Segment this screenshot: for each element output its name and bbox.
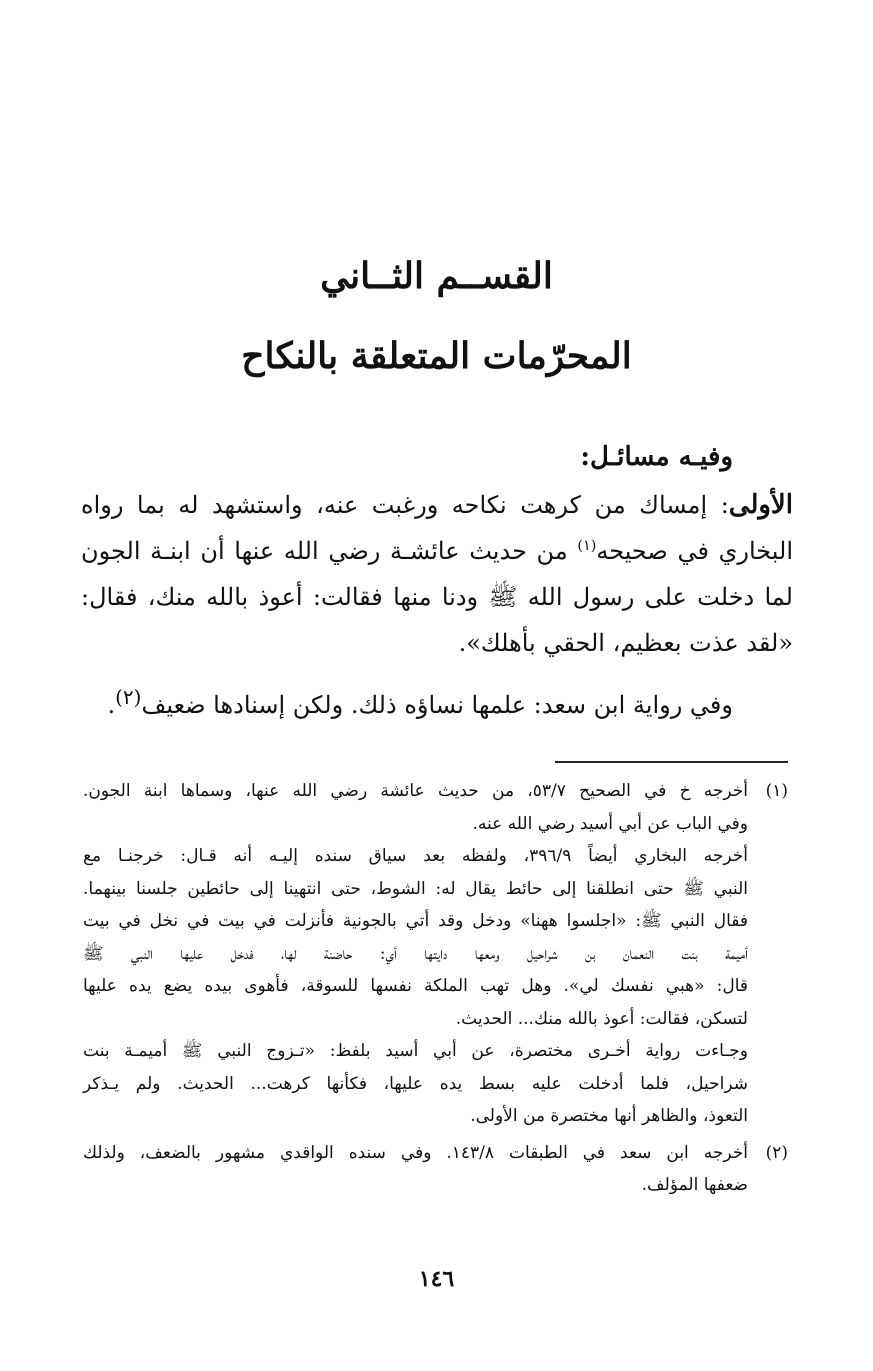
main-line-2: رواه البخاري في صحيحه bbox=[81, 491, 793, 565]
footnote-1 bbox=[83, 775, 788, 1133]
footnote-1-number: (١) bbox=[765, 781, 788, 801]
footnote-ref-2[interactable]: (٢) bbox=[115, 685, 142, 709]
main-line-2b: من حديث عائشـة رضي الله عنها أن ابنـة bbox=[150, 537, 578, 565]
first-issue-lead: الأولى bbox=[728, 490, 793, 520]
page-number: ١٤٦ bbox=[418, 1266, 455, 1292]
main-line-4: فقال: «لقد عذت بعظيم، الحقي بأهلك». bbox=[81, 583, 793, 657]
footnote-1-line: النبي ﷺ حتى انطلقنا إلى حائط يقال له: الشوط، حتى انتهينا إلى حائطين جلسنا بينهما. bbox=[83, 878, 748, 899]
footnote-1-line: أخرجه خ في الصحيح ٥٣/٧، من حديث عائشة رضي الله عنها، وسماها ابنة الجون. bbox=[83, 781, 749, 801]
footnote-2-number: (٢) bbox=[765, 1142, 788, 1163]
footnote-1-line: شراحيل، فلما أدخلت عليه بسط يده عليها، فكأنها كرهت... الحديث. ولم يـذكر bbox=[83, 1073, 748, 1094]
footnote-1-line: فقال النبي ﷺ: «اجلسوا ههنا» ودخل وقد أتي بالجونية فأنزلت في بيت في نخل في بيت bbox=[83, 911, 748, 931]
main-line-1: : إمساك من كرهت نكاحه ورغبت عنه، واستشهد له بما bbox=[136, 491, 729, 519]
footnote-1-line: أميمة بنت النعمان بن شراحيل ومعها دايتها أي: حاضنة لها، فدخل عليها النبي ﷺ bbox=[83, 943, 748, 964]
second-paragraph bbox=[81, 674, 733, 728]
footnote-1-line: قال: «هبي نفسك لي». وهل تهب الملكة نفسها للسوقة، فأهوى بيده يضع يده عليها bbox=[83, 976, 748, 996]
main-line-3: الجون لما دخلت على رسول الله ﷺ ودنا منها فقالت: أعوذ بالله منك، bbox=[81, 537, 793, 611]
footnote-1-line: لتسكن، فقالت: أعوذ بالله منك... الحديث. bbox=[455, 1008, 748, 1029]
footnote-1-line: وجـاءت رواية أخـرى مختصرة، عن أبي أسيد بلفظ: «تـزوج النبي ﷺ أميمـة بنت bbox=[83, 1041, 748, 1061]
footnote-1-line: التعوذ، والظاهر أنها مختصرة من الأولى. bbox=[470, 1106, 748, 1126]
main-paragraph bbox=[81, 482, 793, 666]
footnote-divider bbox=[555, 761, 788, 763]
issues-intro: وفيـه مسائـل: bbox=[580, 442, 733, 472]
footnote-2-line: أخرجه ابن سعد في الطبقات ١٤٣/٨. وفي سنده الواقدي مشهور بالضعف، ولذلك bbox=[83, 1142, 748, 1163]
footnotes bbox=[83, 775, 788, 1206]
second-paragraph-text: وفي رواية ابن سعد: علمها نساؤه ذلك. ولكن إسنادها ضعيف bbox=[141, 691, 733, 719]
footnote-ref-1[interactable]: (١) bbox=[577, 538, 597, 554]
section-title: القســم الثــاني bbox=[320, 255, 553, 297]
footnote-1-line: أخرجه البخاري أيضاً ٣٩٦/٩، ولفظه بعد سياق سنده إليـه أنه قـال: خرجنـا مع bbox=[83, 846, 748, 866]
footnote-2-line: ضعفها المؤلف. bbox=[641, 1175, 748, 1195]
footnote-1-line: وفي الباب عن أبي أسيد رضي الله عنه. bbox=[472, 813, 748, 834]
chapter-subtitle: المحرّمات المتعلقة بالنكاح bbox=[241, 335, 632, 377]
footnote-2 bbox=[83, 1137, 788, 1202]
second-paragraph-end: . bbox=[107, 691, 116, 719]
